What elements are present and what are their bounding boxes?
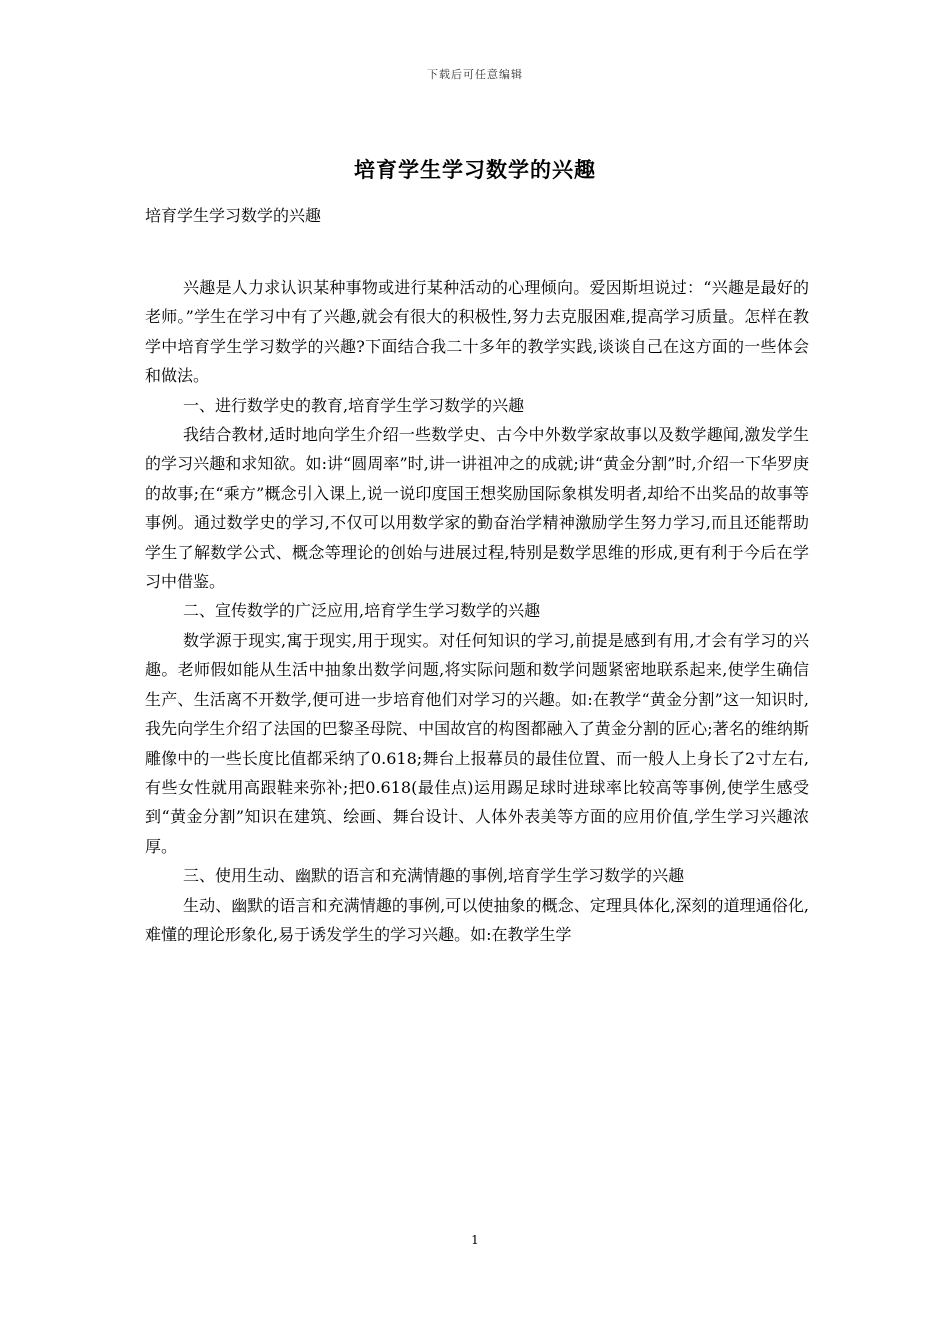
document-title: 培育学生学习数学的兴趣 (354, 157, 596, 182)
page-header: 下载后可任意编辑 (427, 68, 523, 81)
section-heading-2: 二、宣传数学的广泛应用,培育学生学习数学的兴趣 (183, 601, 541, 621)
document-subtitle: 培育学生学习数学的兴趣 (145, 206, 322, 225)
page-number: 1 (471, 1233, 479, 1247)
section-heading-3: 三、使用生动、幽默的语言和充满情趣的事例,培育学生学习数学的兴趣 (183, 866, 685, 886)
document-body (145, 273, 809, 949)
paragraph-section-1: 我结合教材,适时地向学生介绍一些数学史、古今中外数学家故事以及数学趣闻,激发学生的学习兴趣和求知欲。如:讲“圆周率”时,讲一讲祖冲之的成就;讲“黄金分割”时,介绍一下华罗庚的故事;在“乘方”概念引入课上,说一说印度国王想奖励国际象棋发明者,却给不出奖品的故事等事例。通过数学史的学习,不仅可以用数学家的勤奋治学精神激励学生努力学习,而且还能帮助学生了解数学公式、概念等理论的创始与进展过程,特别是数学思维的形成,更有利于今后在学习中借鉴。 (145, 425, 809, 592)
section-heading-1: 一、进行数学史的教育,培育学生学习数学的兴趣 (183, 395, 525, 415)
paragraph-intro: 兴趣是人力求认识某种事物或进行某种活动的心理倾向。爱因斯坦说过：“兴趣是最好的老师。”学生在学习中有了兴趣,就会有很大的积极性,努力去克服困难,提高学习质量。怎样在教学中培育学生学习数学的兴趣?下面结合我二十多年的教学实践,谈谈自己在这方面的一些体会和做法。 (145, 278, 809, 386)
paragraph-section-3: 生动、幽默的语言和充满情趣的事例,可以使抽象的概念、定理具体化,深刻的道理通俗化,难懂的理论形象化,易于诱发学生的学习兴趣。如:在教学生学 (145, 895, 809, 944)
paragraph-section-2: 数学源于现实,寓于现实,用于现实。对任何知识的学习,前提是感到有用,才会有学习的兴趣。老师假如能从生活中抽象出数学问题,将实际问题和数学问题紧密地联系起来,使学生确信生产、生活离不开数学,便可进一步培育他们对学习的兴趣。如:在教学“黄金分割”这一知识时,我先向学生介绍了法国的巴黎圣母院、中国故宫的构图都融入了黄金分割的匠心;著名的维纳斯雕像中的一些长度比值都采纳了0.618;舞台上报幕员的最佳位置、而一般人上身长了2寸左右,有些女性就用高跟鞋来弥补;把0.618(最佳点)运用踢足球时进球率比较高等事例,使学生感受到“黄金分割”知识在建筑、绘画、舞台设计、人体外表美等方面的应用价值,学生学习兴趣浓厚。 (145, 630, 809, 856)
